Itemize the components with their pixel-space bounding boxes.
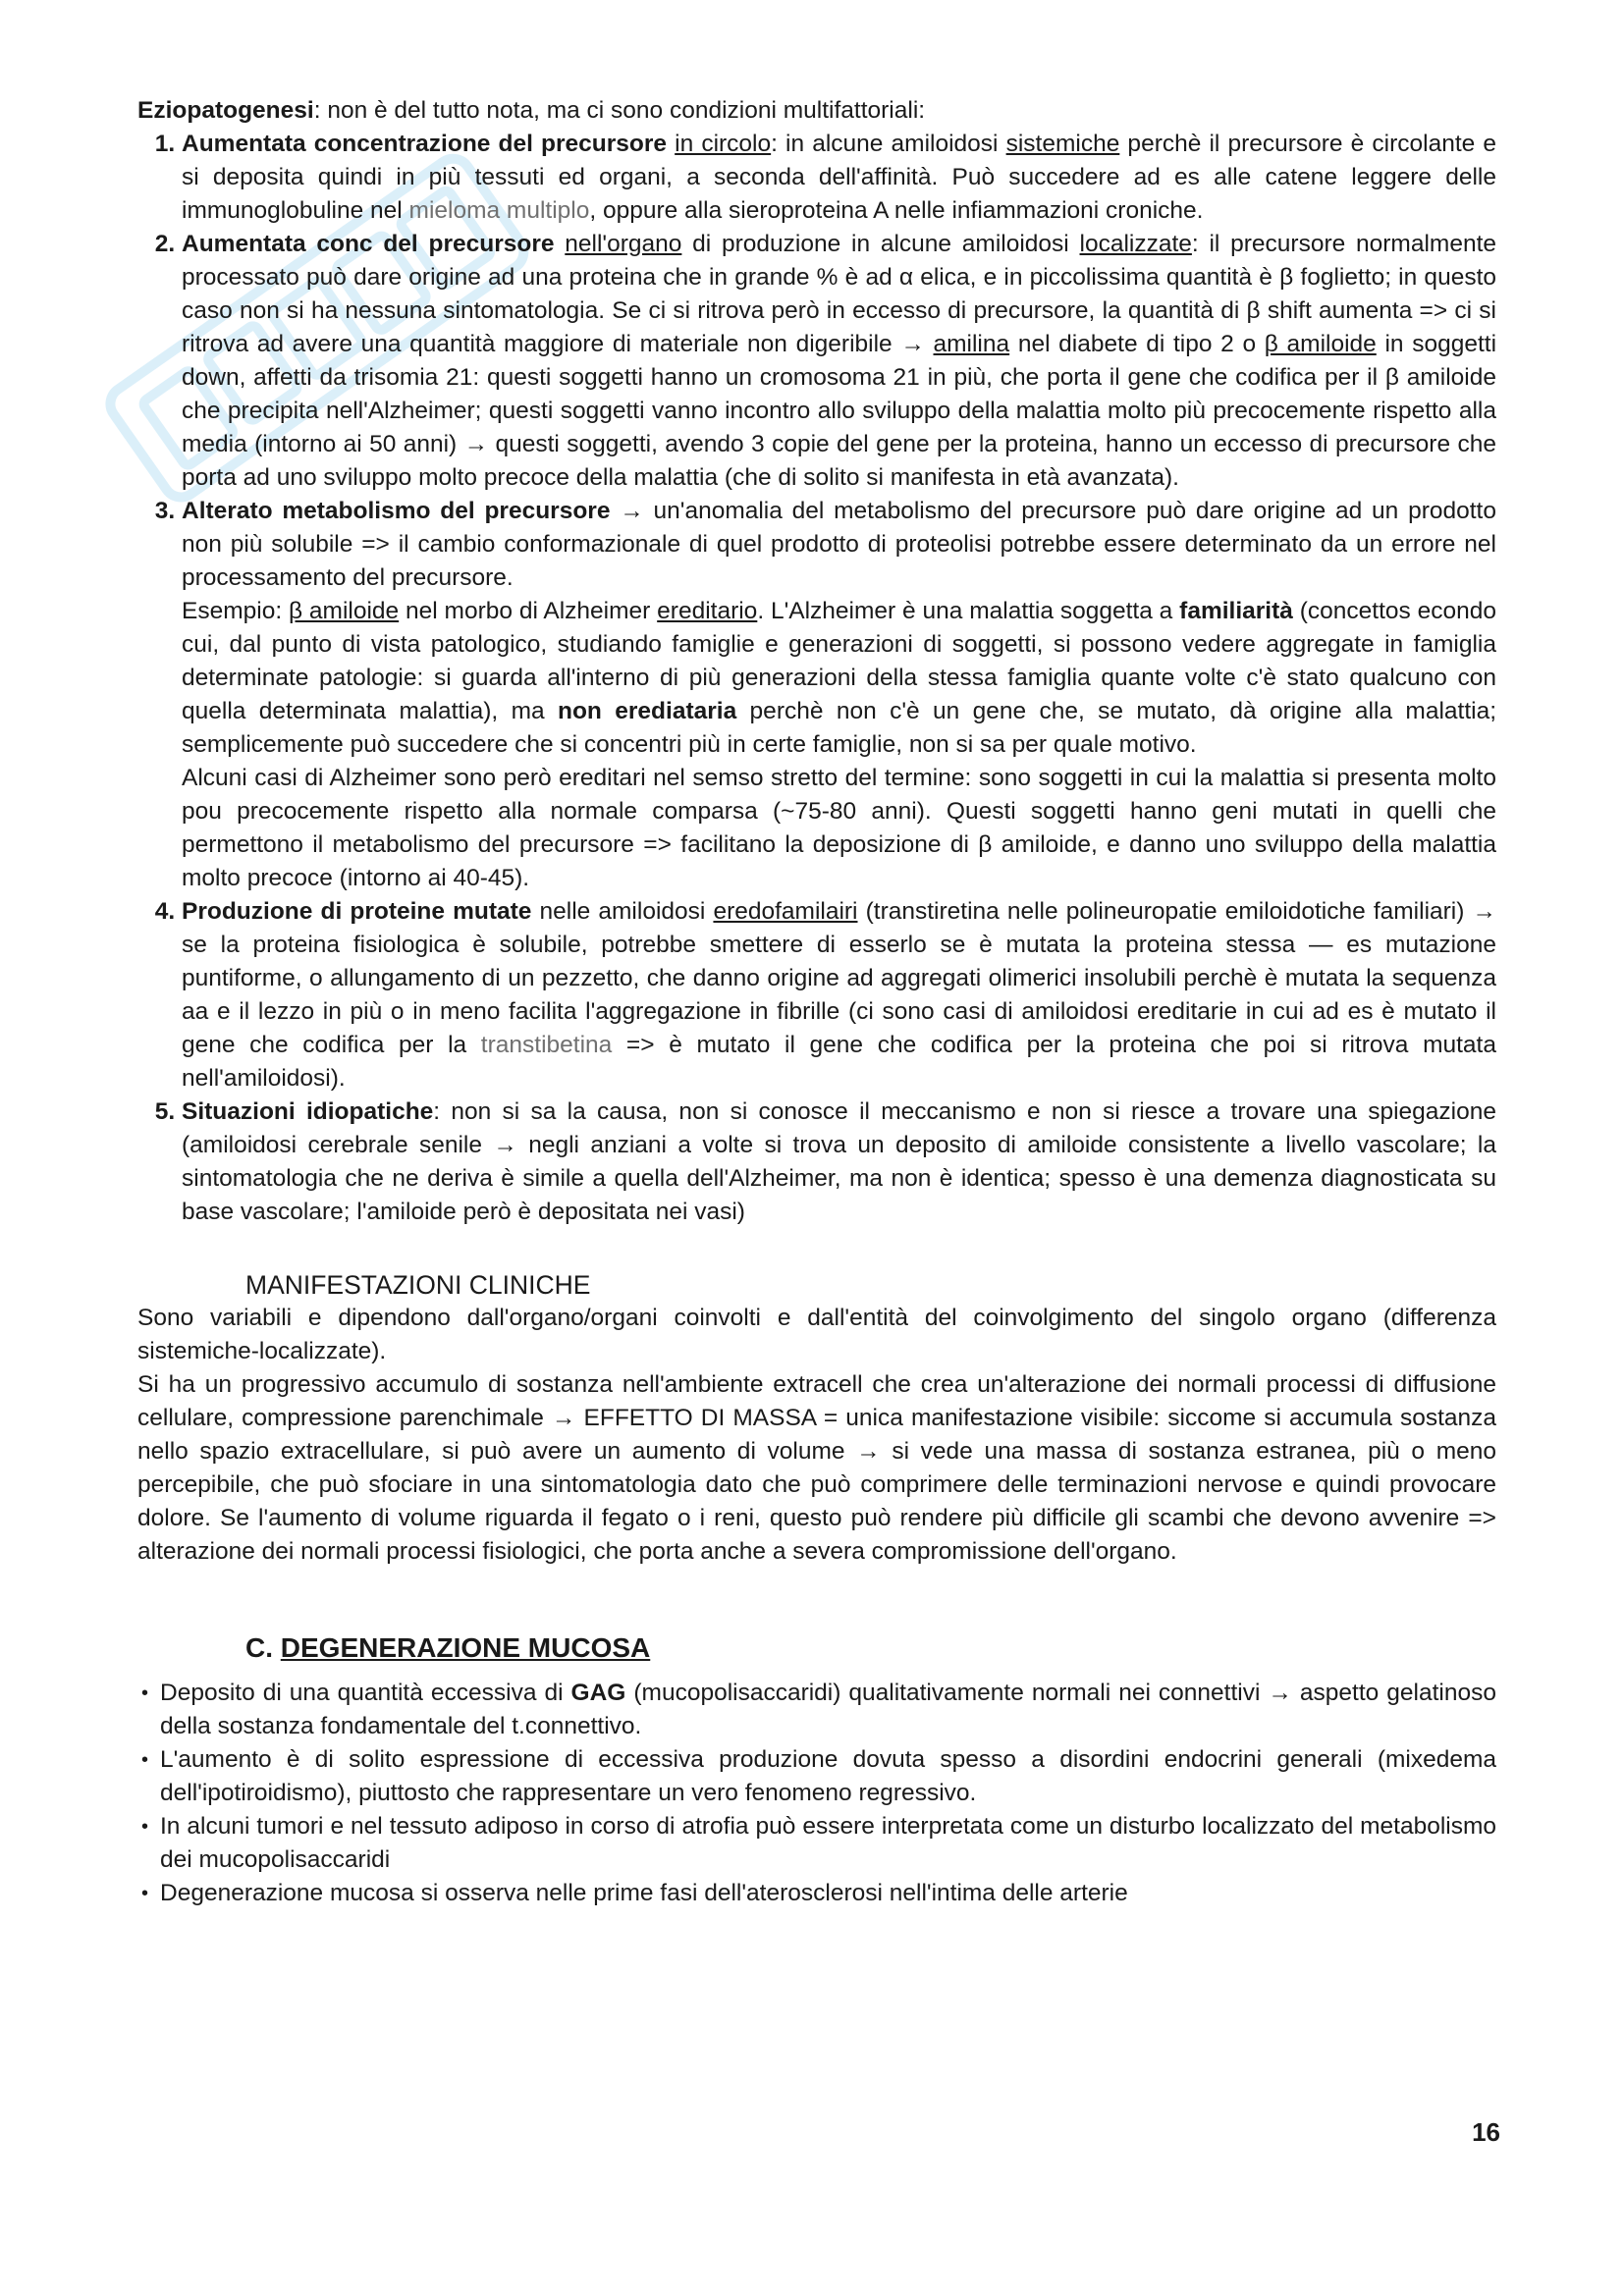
document-page	[137, 94, 1496, 1910]
causes-list	[137, 128, 1496, 1229]
manifestazioni-paragraph-1: Sono variabili e dipendono dall'organo/organi coinvolti e dall'entità del coinvolgimento del singolo organo (differenza sistemiche-localizzate).	[137, 1305, 1496, 1364]
list-item: 3. Alterato metabolismo del precursore → un'anomalia del metabolismo del precursore può dare origine ad un prodotto non più solubile => il cambio conformazionale di quel prodotto di proteolisi potrebbe essere determinato da un errore nel processamento del precursore. Esempio: β amiloide nel morbo di Alzheimer ereditario. L'Alzheimer è una malattia soggetta a familiarità (concettos econdo cui, dal punto di vista patologico, studiando famiglie e generazioni di soggetti, si possono vedere aggregate in famiglia determinate patologie: si guarda all'interno di più generazioni della stessa famiglia quante volte c'è stato qualcuno con quella determinata malattia), ma non erediataria perchè non c'è un gene che, se mutato, dà origine alla malattia; semplicemente può succedere che si concentri più in certe famiglie, non si sa per quale motivo. Alcuni casi di Alzheimer sono però ereditari nel semso stretto del termine: sono soggetti in cui la malattia si presenta molto pou precocemente rispetto alla normale comparsa (~75-80 anni). Questi soggetti hanno geni mutati in quelli che permettono il metabolismo del precursore => facilitano la deposizione di β amiloide, e danno uno sviluppo della malattia molto precoce (intorno ai 40-45).	[182, 495, 1496, 895]
intro-paragraph: Eziopatogenesi: non è del tutto nota, ma ci sono condizioni multifattoriali:	[137, 97, 926, 124]
list-item: • L'aumento è di solito espressione di eccessiva produzione dovuta spesso a disordini endocrini generali (mixedema dell'ipotiroidismo), piuttosto che rappresentare un vero fenomeno regressivo.	[160, 1743, 1496, 1810]
example-paragraph: Esempio: β amiloide nel morbo di Alzheimer ereditario. L'Alzheimer è una malattia soggetta a familiarità (concettos econdo cui, dal punto di vista patologico, studiando famiglie e generazioni di soggetti, si possono vedere aggregate in famiglia determinate patologie: si guarda all'interno di più generazioni della stessa famiglia quante volte c'è stato qualcuno con quella determinata malattia), ma non erediataria perchè non c'è un gene che, se mutato, dà origine alla malattia; semplicemente può succedere che si concentri più in certe famiglie, non si sa per quale motivo.	[182, 598, 1497, 758]
intro-label: Eziopatogenesi	[137, 97, 314, 124]
manifestazioni-paragraph-2: Si ha un progressivo accumulo di sostanza nell'ambiente extracell che crea un'alterazione dei normali processi di diffusione cellulare, compressione parenchimale → EFFETTO DI MASSA = unica manifestazione visibile: siccome si accumula sostanza nello spazio extracellulare, si può avere un aumento di volume → si vede una massa di sostanza estranea, più o meno percepibile, che può sfociare in una sintomatologia dato che può comprimere delle terminazioni nervose e quindi provocare dolore. Se l'aumento di volume riguarda il fegato o i reni, questo può rendere più difficile gli scambi che devono avvenire => alterazione dei normali processi fisiologici, che porta anche a severa compromissione dell'organo.	[137, 1371, 1497, 1565]
section-heading-degenerazione: C. DEGENERAZIONE MUCOSA	[245, 1632, 651, 1663]
list-item: 2. Aumentata conc del precursore nell'organo di produzione in alcune amiloidosi localizzate: il precursore normalmente processato può dare origine ad una proteina che in grande % è ad α elica, e in piccolissima quantità è β foglietto; in questo caso non si ha nessuna sintomatologia. Se ci si ritrova però in eccesso di precursore, la quantità di β shift aumenta => ci si ritrova ad avere una quantità maggiore di materiale non digeribile → amilina nel diabete di tipo 2 o β amiloide in soggetti down, affetti da trisomia 21: questi soggetti hanno un cromosoma 21 in più, che porta il gene che codifica per il β amiloide che precipita nell'Alzheimer; questi soggetti vanno incontro allo sviluppo della malattia molto più precocemente rispetto alla media (intorno ai 50 anni) → questi soggetti, avendo 3 copie del gene per la proteina, hanno un eccesso di precursore che porta ad uno sviluppo molto precoce della malattia (che di solito si manifesta in età avanzata).	[182, 228, 1496, 495]
list-item: • Degenerazione mucosa si osserva nelle prime fasi dell'aterosclerosi nell'intima delle arterie	[160, 1877, 1496, 1910]
list-item: 1. Aumentata concentrazione del precursore in circolo: in alcune amiloidosi sistemiche perchè il precursore è circolante e si deposita quindi in più tessuti ed organi, a seconda dell'affinità. Può succedere ad es alle catene leggere delle immunoglobuline nel mieloma multiplo, oppure alla sieroproteina A nelle infiammazioni croniche.	[182, 128, 1496, 228]
page-number: 16	[1472, 2117, 1500, 2147]
degenerazione-bullet-list	[137, 1677, 1496, 1910]
list-item: 5. Situazioni idiopatiche: non si sa la causa, non si conosce il meccanismo e non si riesce a trovare una spiegazione (amiloidosi cerebrale senile → negli anziani a volte si trova un deposito di amiloide consistente a livello vascolare; la sintomatologia che ne deriva è simile a quella dell'Alzheimer, ma non è identica; spesso è una demenza diagnosticata su base vascolare; l'amiloide però è depositata nei vasi)	[182, 1095, 1496, 1229]
section-heading-manifestazioni: MANIFESTAZIONI CLINICHE	[245, 1270, 591, 1300]
list-item: • Deposito di una quantità eccessiva di GAG (mucopolisaccaridi) qualitativamente normali nei connettivi → aspetto gelatinoso della sostanza fondamentale del t.connettivo.	[160, 1677, 1496, 1743]
hereditary-paragraph: Alcuni casi di Alzheimer sono però ereditari nel semso stretto del termine: sono soggetti in cui la malattia si presenta molto pou precocemente rispetto alla normale comparsa (~75-80 anni). Questi soggetti hanno geni mutati in quelli che permettono il metabolismo del precursore => facilitano la deposizione di β amiloide, e danno uno sviluppo della malattia molto precoce (intorno ai 40-45).	[182, 765, 1496, 891]
list-item: 4. Produzione di proteine mutate nelle amiloidosi eredofamilairi (transtiretina nelle polineuropatie emiloidotiche familiari) → se la proteina fisiologica è solubile, potrebbe smettere di esserlo se è mutata la proteina stessa — es mutazione puntiforme, o allungamento di un pezzetto, che danno origine ad aggregati olimerici insolubili perchè è mutata la sequenza aa e il lezzo in più o in meno facilita l'aggregazione in fibrille (ci sono casi di amiloidosi ereditarie in cui ad es è mutato il gene che codifica per la transtibetina => è mutato il gene che codifica per la proteina che poi si ritrova mutata nell'amiloidosi).	[182, 895, 1496, 1095]
list-item: • In alcuni tumori e nel tessuto adiposo in corso di atrofia può essere interpretata come un disturbo localizzato del metabolismo dei mucopolisaccaridi	[160, 1810, 1496, 1877]
